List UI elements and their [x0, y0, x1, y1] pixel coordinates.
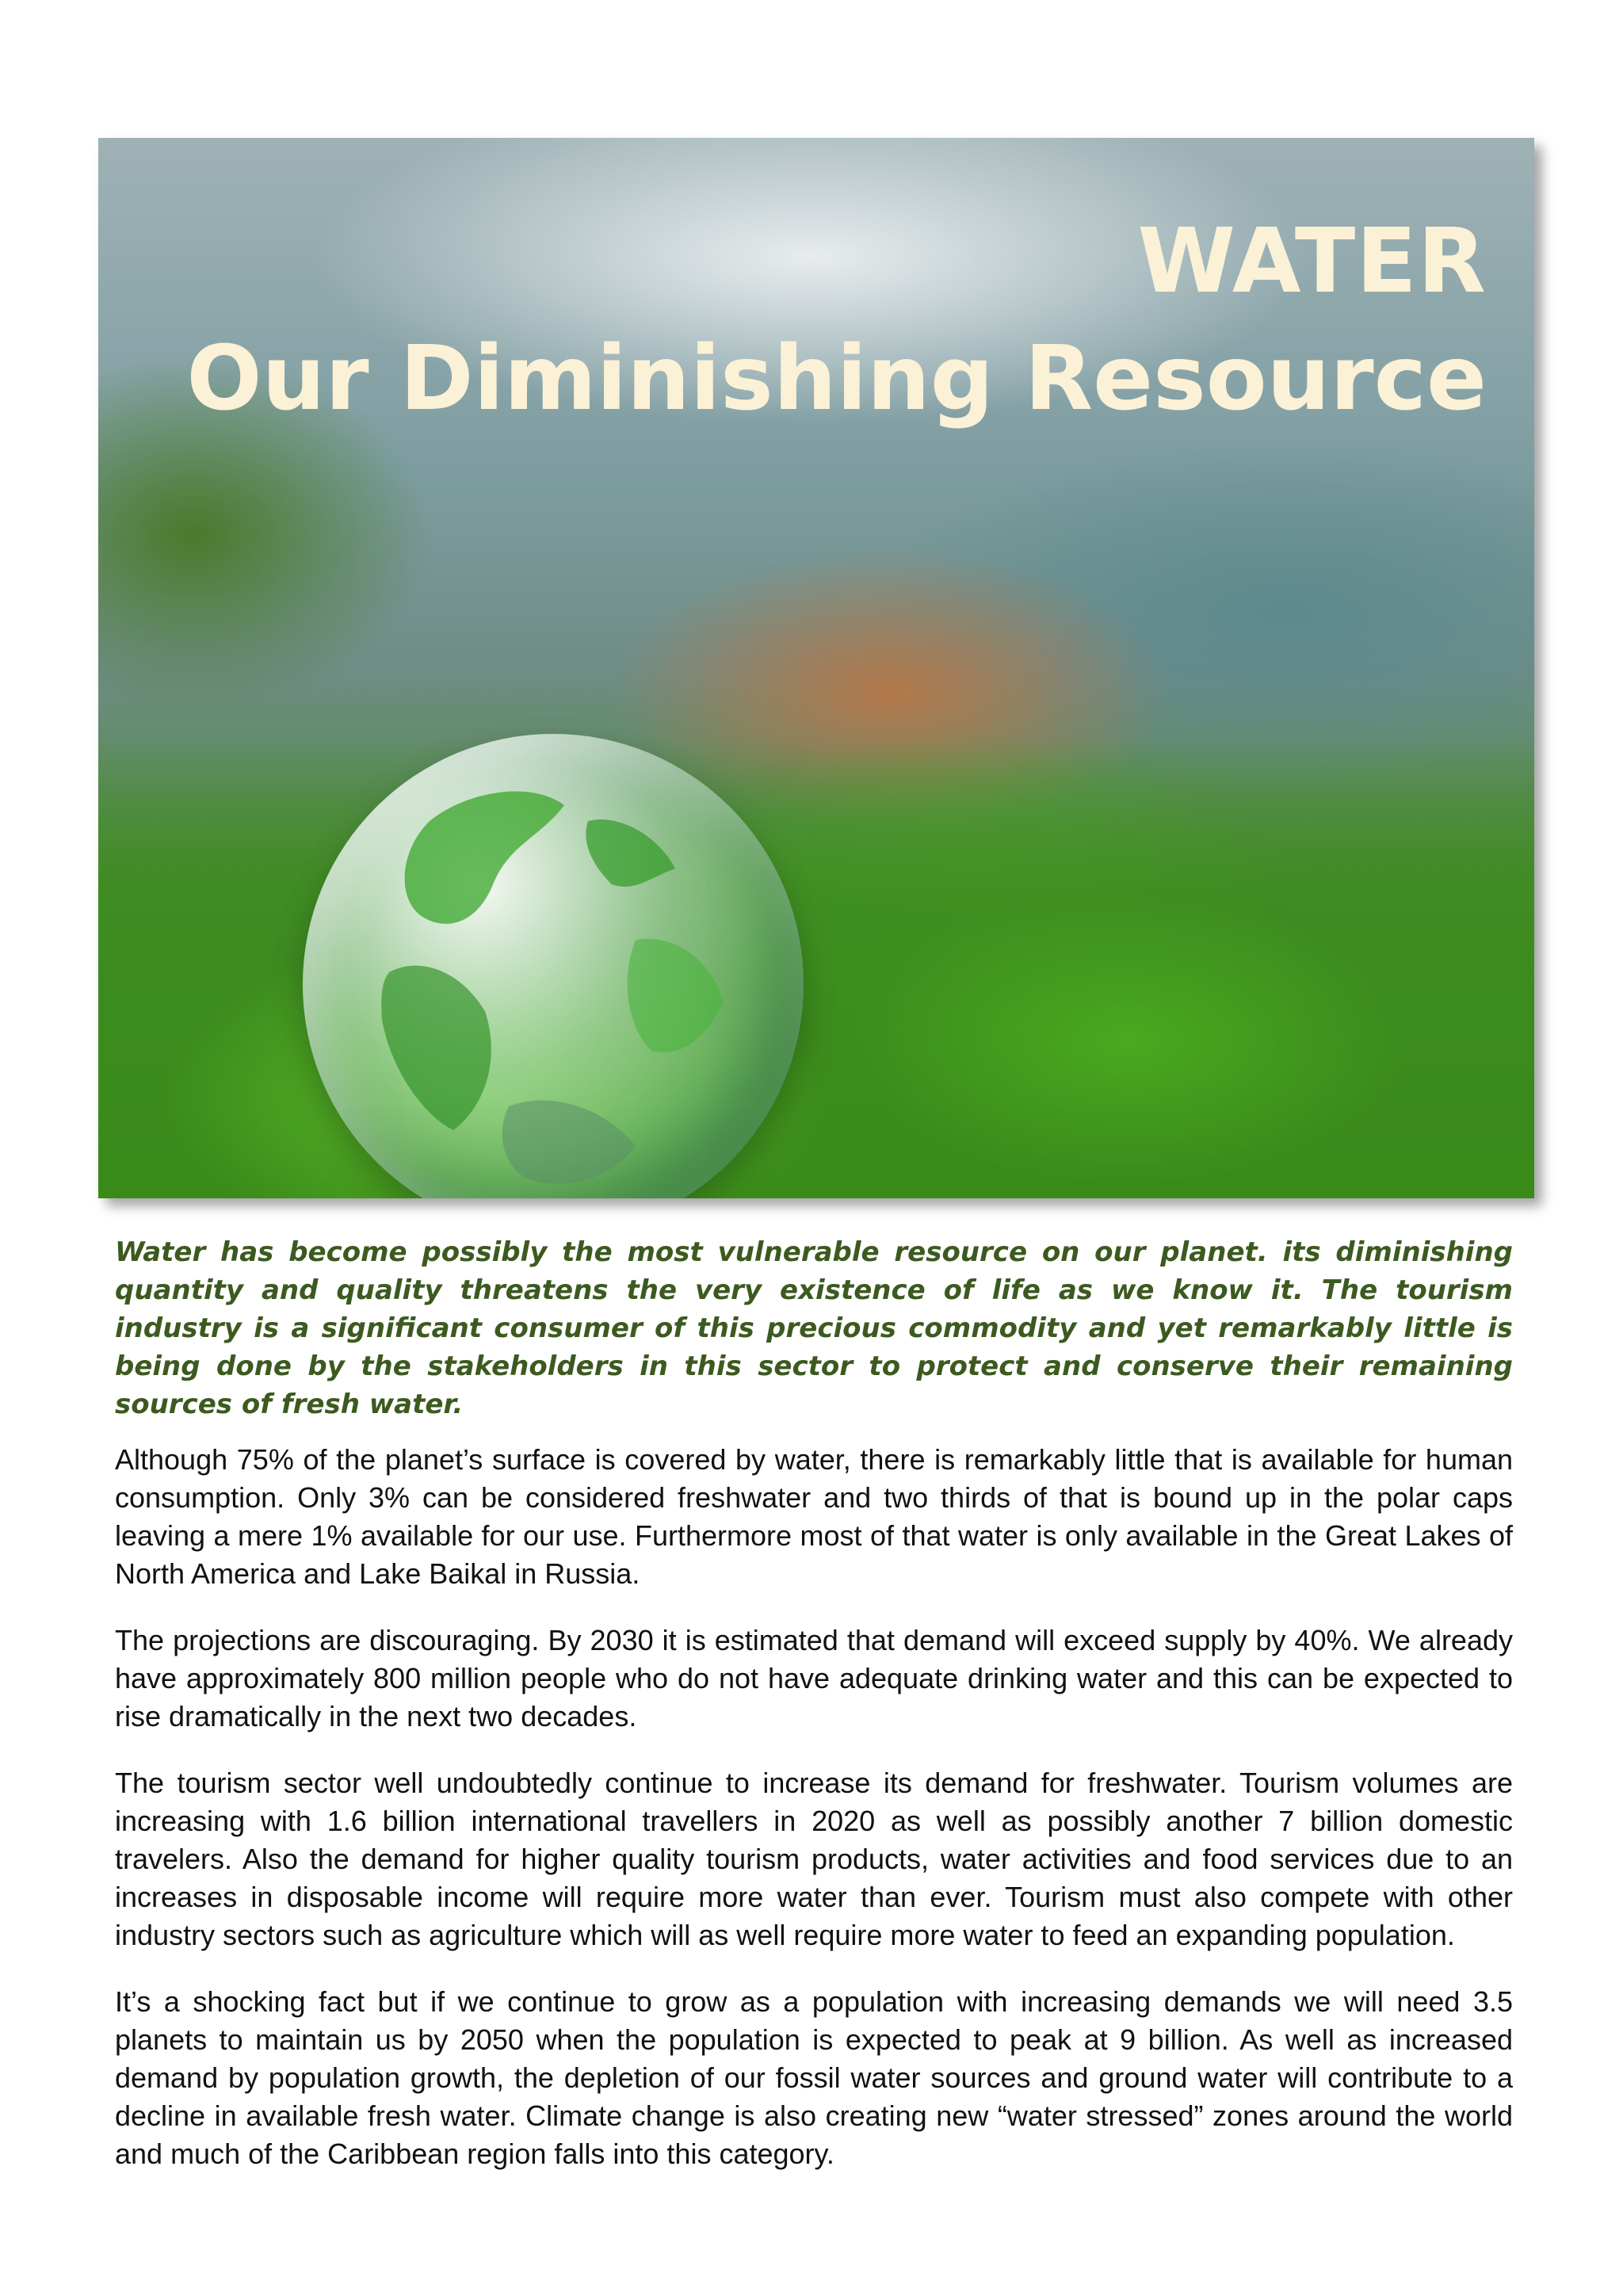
hero-image — [98, 138, 1534, 1198]
glass-globe-image — [303, 734, 804, 1198]
body-paragraph-4: It’s a shocking fact but if we continue to grow as a population with increasing demands we will need 3.5 planets to maintain us by 2050 when the population is expected to peak at 9 billion. As well as increased demand by population growth, the depletion of our fossil water sources and ground water will contribute to a decline in available fresh water. Climate change is also creating new “water stressed” zones around the world and much of the Caribbean region falls into this category. — [115, 1985, 1513, 2170]
intro-paragraph: Water has become possibly the most vulnerable resource on our planet. its diminishing quantity and quality threatens the very existence of life as we know it. The tourism industry is a significant consumer of this precious commodity and yet remarkably little is being done by the stakeholders in this sector to protect and conserve their remaining sources of fresh water. — [115, 1236, 1513, 1420]
page-title — [186, 210, 1487, 430]
body-paragraph-2: The projections are discouraging. By 2030 it is estimated that demand will exceed supply by 40%. We already have approximately 800 million people who do not have adequate drinking water and this can be expected to rise dramatically in the next two decades. — [115, 1624, 1513, 1733]
title-line-subtitle: Our Diminishing Resource — [186, 327, 1487, 430]
body-paragraph-3: The tourism sector well undoubtedly continue to increase its demand for freshwater. Tourism volumes are increasing with 1.6 billion international travellers in 2020 as well as possibly another 7 billion domestic travelers. Also the demand for higher quality tourism products, water activities and food services due to an increases in disposable income will require more water than ever. Tourism must also compete with other industry sectors such as agriculture which will as well require more water to feed an expanding population. — [115, 1767, 1513, 1951]
globe-continents-icon — [303, 734, 804, 1198]
article-body — [115, 1233, 1513, 2202]
body-paragraph-1: Although 75% of the planet’s surface is covered by water, there is remarkably little that is available for human consumption. Only 3% can be considered freshwater and two thirds of that is bound up in the polar caps leaving a mere 1% available for our use. Furthermore most of that water is only available in the Great Lakes of North America and Lake Baikal in Russia. — [115, 1443, 1513, 1590]
title-line-water: WATER — [1137, 210, 1487, 313]
